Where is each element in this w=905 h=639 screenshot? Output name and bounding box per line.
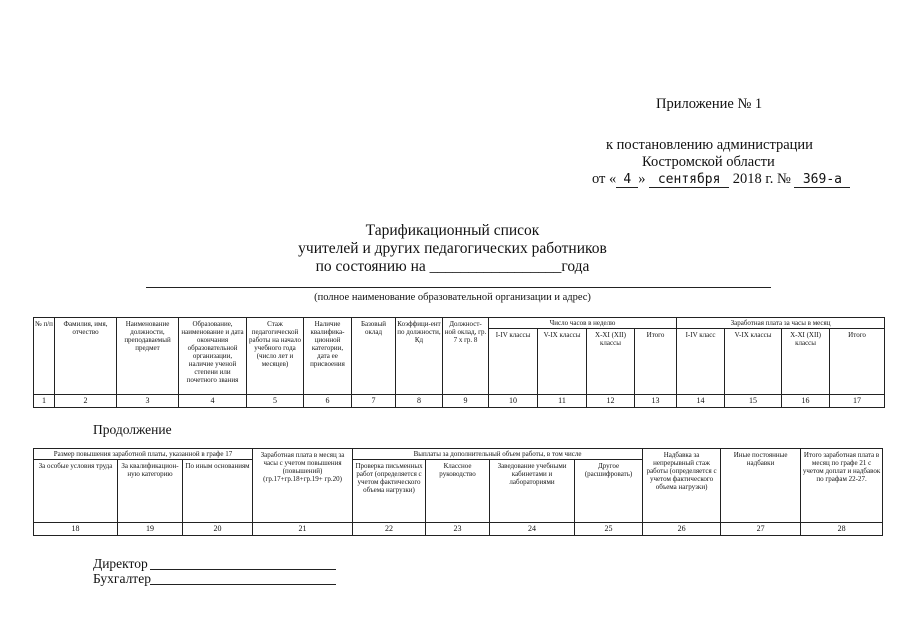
tariff-table-continuation	[33, 448, 883, 536]
col-number: 4	[179, 395, 247, 408]
col-number: 11	[538, 395, 587, 408]
col-number: 16	[782, 395, 830, 408]
resolution-line2: Костромской области	[642, 154, 775, 170]
col-header-3: Наименование должности, преподаваемый предмет	[117, 318, 179, 395]
title-line3: по состоянию на _________________года	[315, 258, 590, 275]
group-salary-header: Заработная плата за часы в месяц	[677, 318, 885, 329]
salary-sub-4: Итого	[830, 329, 885, 395]
col-number: 22	[353, 523, 426, 536]
raise-sub-2: За квалификацион-ную категорию	[118, 460, 183, 523]
raise-sub-3: По иным основаниям	[183, 460, 253, 523]
hours-sub-4: Итого	[635, 329, 677, 395]
col-header-6: Наличие квалифика-ционной категории, дата ее присвоения	[304, 318, 352, 395]
col-number: 15	[725, 395, 782, 408]
date-mid: »	[638, 171, 646, 187]
group-hours-header: Число часов в неделю	[489, 318, 677, 329]
col-number: 2	[55, 395, 117, 408]
hours-sub-1: I-IV классы	[489, 329, 538, 395]
bonus-stage-header: Надбавка за непрерывный стаж работы (определяется с учетом фактического объема нагрузки)	[643, 449, 721, 523]
extra-sub-2: Классное руководство	[426, 460, 490, 523]
col-number: 12	[587, 395, 635, 408]
appendix-label: Приложение № 1	[656, 96, 763, 112]
col-header-1: № п/п	[34, 318, 55, 395]
org-name-line	[146, 287, 771, 288]
extra-sub-1: Проверка письменных работ (определяется с учетом фактического объема нагрузки)	[353, 460, 426, 523]
other-bonus-header: Иные постоянные надбавки	[721, 449, 801, 523]
col-number: 3	[117, 395, 179, 408]
col-header-5: Стаж педагогической работы на начало учебного года (число лет и месяцев)	[247, 318, 304, 395]
col-number: 18	[34, 523, 118, 536]
date-prefix: от «	[592, 171, 617, 187]
salary-sub-1: I-IV класс	[677, 329, 725, 395]
col-header-7: Базовый оклад	[352, 318, 396, 395]
salary-raise-header: Заработная плата в месяц за часы с учетом повышения (повышений) (гр.17+гр.18+гр.19+ гр.20)	[253, 449, 353, 523]
salary-sub-3: X-XI (XII) классы	[782, 329, 830, 395]
accountant-signature-line	[150, 584, 336, 585]
extra-sub-4: Другое (расшифровать)	[575, 460, 643, 523]
col-number: 27	[721, 523, 801, 536]
total-header: Итого заработная плата в месяц по графе 21 с учетом доплат и надбавок по графам 22-27.	[801, 449, 883, 523]
col-header-2: Фамилия, имя, отчество	[55, 318, 117, 395]
date-year: 2018 г. №	[732, 171, 791, 187]
resolution-date	[592, 171, 850, 188]
col-number: 17	[830, 395, 885, 408]
raise-sub-1: За особые условия труда	[34, 460, 118, 523]
director-label: Директор	[93, 556, 148, 571]
date-day: 4	[616, 172, 638, 188]
group-extra-header: Выплаты за дополнительный объем работы, в том числе	[353, 449, 643, 460]
col-number: 20	[183, 523, 253, 536]
extra-sub-3: Заведование учебными кабинетами и лабораториями	[490, 460, 575, 523]
title-line1: Тарификационный список	[365, 222, 540, 239]
hours-sub-2: V-IX классы	[538, 329, 587, 395]
table-row-numbers	[34, 523, 883, 536]
col-number: 7	[352, 395, 396, 408]
col-number: 14	[677, 395, 725, 408]
col-number: 24	[490, 523, 575, 536]
col-number: 1	[34, 395, 55, 408]
col-header-4: Образование, наименование и дата окончания образовательной организации, наличие ученой степени или почетного звания	[179, 318, 247, 395]
table-row-numbers	[34, 395, 885, 408]
col-header-9: Должност-ной оклад, гр. 7 х гр. 8	[443, 318, 489, 395]
col-number: 21	[253, 523, 353, 536]
col-number: 5	[247, 395, 304, 408]
salary-sub-2: V-IX классы	[725, 329, 782, 395]
resolution-line1: к постановлению администрации	[606, 137, 813, 153]
col-header-8: Коэффици-ент по должности, Кд	[396, 318, 443, 395]
col-number: 28	[801, 523, 883, 536]
date-month: сентября	[649, 172, 729, 188]
title-line2: учителей и других педагогических работников	[298, 240, 607, 257]
col-number: 26	[643, 523, 721, 536]
col-number: 25	[575, 523, 643, 536]
col-number: 13	[635, 395, 677, 408]
col-number: 23	[426, 523, 490, 536]
col-number: 8	[396, 395, 443, 408]
tariff-table-main	[33, 317, 885, 408]
col-number: 9	[443, 395, 489, 408]
director-signature-line	[150, 569, 336, 570]
col-number: 6	[304, 395, 352, 408]
continuation-label: Продолжение	[93, 422, 172, 437]
group-raise-header: Размер повышения заработной платы, указанной в графе 17	[34, 449, 253, 460]
accountant-label: Бухгалтер	[93, 571, 151, 586]
date-number: 369-а	[794, 172, 850, 188]
col-number: 19	[118, 523, 183, 536]
org-caption: (полное наименование образовательной организации и адрес)	[314, 292, 591, 303]
hours-sub-3: X-XI (XII) классы	[587, 329, 635, 395]
col-number: 10	[489, 395, 538, 408]
